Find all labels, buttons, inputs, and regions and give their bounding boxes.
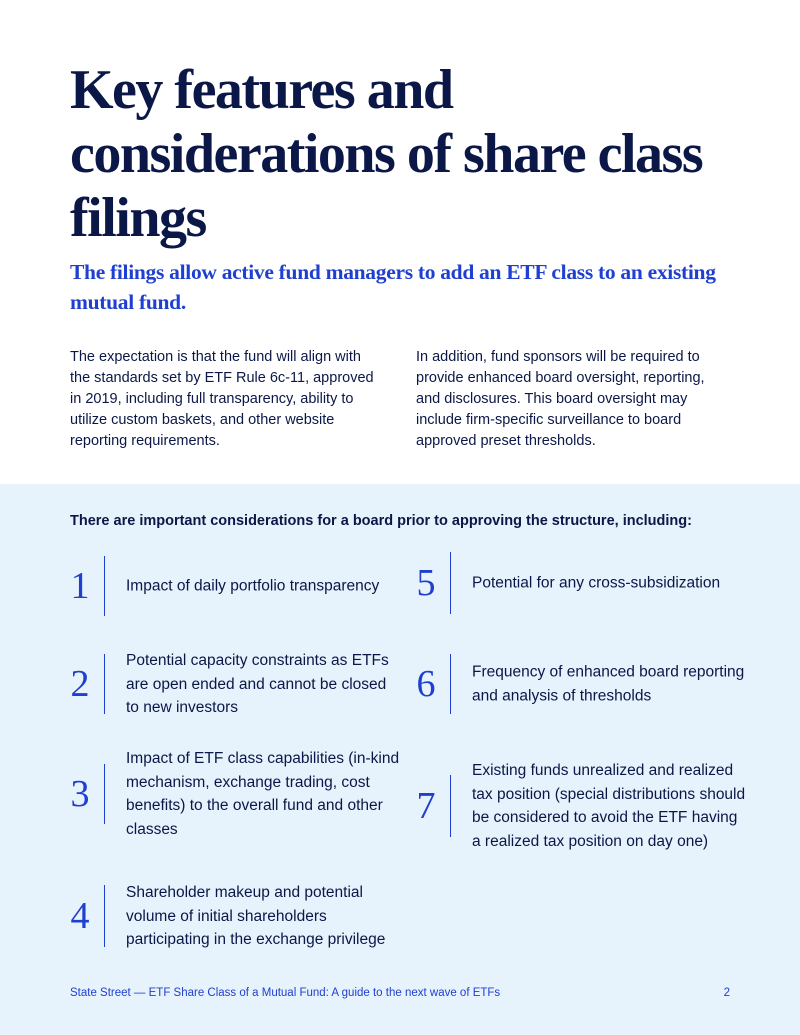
- page-number: 2: [723, 987, 730, 999]
- page-subtitle: The filings allow active fund managers to add an ETF class to an existing mutual fund.: [70, 260, 716, 314]
- consideration-text: Potential capacity constraints as ETFs are open ended and cannot be closed to new investors: [126, 651, 389, 716]
- consideration-number: 1: [70, 565, 90, 607]
- consideration-text: Existing funds unrealized and realized tax position (special distributions should be considered to avoid the ETF having a realized tax position on day one): [472, 762, 746, 850]
- divider: [104, 654, 105, 714]
- page-title: Key features and considerations of share class filings: [70, 59, 703, 249]
- consideration-text: Impact of daily portfolio transparency: [126, 577, 380, 595]
- divider: [104, 556, 105, 616]
- divider: [450, 775, 451, 837]
- consideration-number: 3: [70, 773, 90, 815]
- divider: [104, 764, 105, 824]
- considerations-intro: There are important considerations for a board prior to approving the structure, including:: [70, 513, 692, 529]
- consideration-item-7: [416, 762, 746, 850]
- consideration-item-6: [416, 654, 746, 714]
- considerations-panel: [0, 484, 800, 1035]
- consideration-item-1: [70, 556, 400, 616]
- divider: [104, 885, 105, 947]
- consideration-number: 7: [416, 785, 436, 827]
- consideration-number: 5: [416, 562, 436, 604]
- divider: [450, 654, 451, 714]
- consideration-item-2: [70, 651, 400, 716]
- consideration-item-3: [70, 750, 400, 838]
- footer-text: State Street — ETF Share Class of a Mutual Fund: A guide to the next wave of ETFs: [70, 987, 501, 999]
- intro-right-column: In addition, fund sponsors will be required to provide enhanced board oversight, reporting, and disclosures. This board oversight may include firm-specific surveillance to board approved preset thresholds.: [416, 349, 705, 449]
- consideration-text: Frequency of enhanced board reporting and analysis of thresholds: [472, 663, 745, 704]
- page-footer: [70, 987, 730, 999]
- consideration-item-5: [416, 552, 746, 614]
- consideration-text: Impact of ETF class capabilities (in-kind mechanism, exchange trading, cost benefits) to the overall fund and other classes: [126, 750, 400, 838]
- consideration-number: 2: [70, 663, 90, 705]
- consideration-number: 4: [70, 895, 90, 937]
- consideration-item-4: [70, 885, 400, 947]
- intro-left-column: The expectation is that the fund will align with the standards set by ETF Rule 6c-11, approved in 2019, including full transparency, ability to utilize custom baskets, and other website reporting requirements.: [70, 349, 374, 449]
- consideration-text: Potential for any cross-subsidization: [472, 574, 721, 592]
- consideration-text: Shareholder makeup and potential volume of initial shareholders participating in the exchange privilege: [126, 883, 386, 948]
- consideration-number: 6: [416, 663, 436, 705]
- divider: [450, 552, 451, 614]
